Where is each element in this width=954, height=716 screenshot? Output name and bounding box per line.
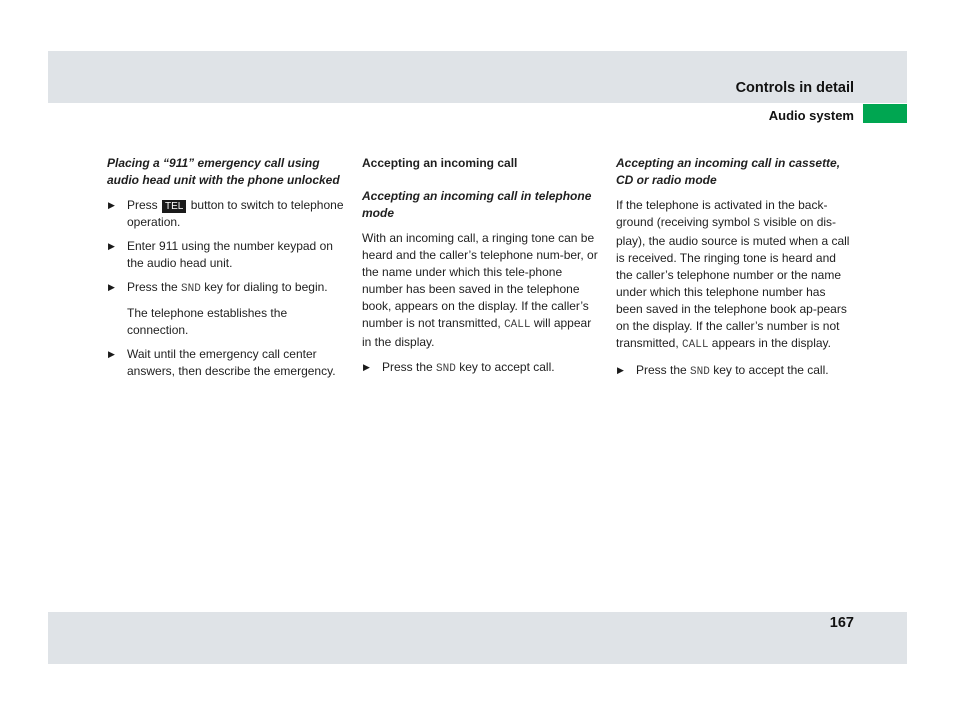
paragraph-text: If the telephone is activated in the back-ground (receiving symbol [616, 198, 828, 229]
call-display-label: CALL [682, 339, 709, 351]
bullet-arrow-icon: ▶ [363, 362, 370, 372]
step-text: button to switch to telephone operation. [127, 198, 344, 229]
section-tab-marker [863, 104, 907, 123]
step-accept-call [362, 359, 600, 378]
step-enter-911 [107, 238, 345, 272]
receiving-symbol-icon: S [753, 218, 761, 230]
step-text: key to accept the call. [713, 363, 829, 377]
telephone-mode-paragraph [362, 230, 600, 351]
tel-key-icon: TEL [162, 200, 186, 213]
step-text: Wait until the emergency call center answers, then describe the emergency. [127, 347, 336, 378]
step-describe-emergency [107, 346, 345, 380]
step-text: key for dialing to begin. [204, 280, 328, 294]
emergency-call-heading: Placing a “911” emergency call using audio head unit with the phone unlocked [107, 156, 340, 187]
subsection-title: Audio system [768, 108, 854, 123]
bullet-arrow-icon: ▶ [617, 365, 624, 375]
paragraph-text: appears in the display. [711, 336, 831, 350]
step-text: key to accept call. [459, 360, 555, 374]
column-emergency-call [107, 155, 345, 387]
accept-call-heading: Accepting an incoming call [362, 156, 518, 170]
page-number: 167 [829, 615, 854, 631]
media-mode-paragraph [616, 197, 854, 354]
column-accept-call-media [616, 155, 854, 388]
step-text: Press the [382, 360, 433, 374]
step-accept-call-media [616, 362, 854, 381]
call-display-label: CALL [504, 319, 531, 331]
bullet-arrow-icon: ▶ [108, 349, 115, 359]
step-press-tel [107, 197, 345, 231]
bullet-arrow-icon: ▶ [108, 241, 115, 251]
bullet-arrow-icon: ▶ [108, 282, 115, 292]
column-accept-call [362, 155, 600, 385]
step-text: Press the [127, 280, 178, 294]
footer-band [48, 612, 907, 664]
bullet-arrow-icon: ▶ [108, 200, 115, 210]
paragraph-text: With an incoming call, a ringing tone can be heard and the caller’s telephone num-ber, or the name under which this tele-phone number has been saved in the telephone book, appears on the display. If the caller’s number is not transmitted, [362, 231, 598, 330]
step-text: Press [127, 198, 158, 212]
media-mode-heading: Accepting an incoming call in cassette, CD or radio mode [616, 156, 841, 187]
step-press-snd [107, 279, 345, 298]
snd-key-label: SND [690, 366, 710, 378]
step-text: Enter 911 using the number keypad on the audio head unit. [127, 239, 333, 270]
step-text: Press the [636, 363, 687, 377]
snd-key-label: SND [181, 283, 201, 295]
snd-key-label: SND [436, 363, 456, 375]
paragraph-text: visible on dis-play), the audio source is muted when a call is received. The ringing tone is heard and the caller’s telephone number or the name under which this telephone number has been saved in the telephone book ap-pears on the display. If the caller’s number is not transmitted, [616, 215, 850, 350]
step-note: The telephone establishes the connection. [127, 306, 288, 337]
paragraph-text: will appear in the display. [362, 316, 592, 349]
section-title: Controls in detail [735, 80, 854, 96]
telephone-mode-subheading: Accepting an incoming call in telephone mode [362, 189, 592, 220]
